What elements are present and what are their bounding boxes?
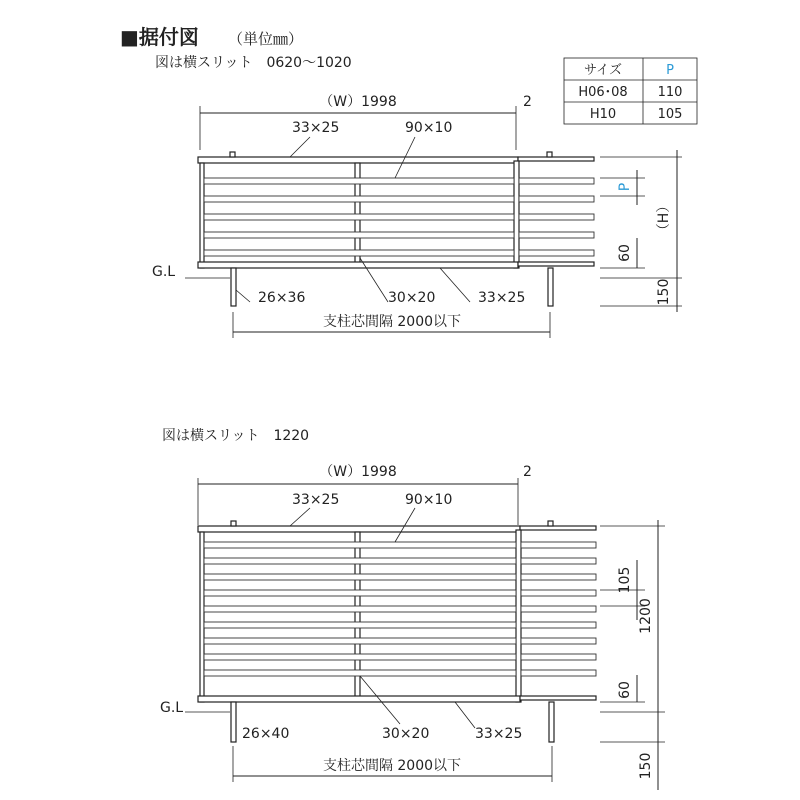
slat-size-label: 90×10 [405,492,453,508]
embed-post [549,702,554,742]
ground-line-label: G.L [152,264,176,280]
table-cell-p: 105 [657,107,683,122]
top-rail [198,157,518,163]
slats [204,178,594,256]
embed-post [231,702,236,742]
height-dimension: （H） [656,198,672,238]
side-rail-size-label: 33×25 [478,290,526,306]
post-right [516,530,521,702]
fence-diagram-high [160,427,665,790]
mid-post-size-label: 30×20 [382,726,430,742]
embed-depth-dimension: 150 [638,752,654,780]
post-size-label: 26×36 [258,290,306,306]
spec-table [564,58,697,124]
pitch-dimension: 105 [617,566,633,594]
table-header-size: サイズ [584,63,622,78]
slat-size-label: 90×10 [405,120,453,136]
embed-depth-dimension: 150 [656,278,672,306]
diagram-caption: 図は横スリット 1220 [162,428,310,444]
rail-size-label: 33×25 [292,120,340,136]
post-left [200,532,204,702]
page-title: ■据付図 [120,25,199,49]
span-dimension: 支柱芯間隔 2000以下 [322,314,462,330]
width-dimension: （W）1998 [319,464,397,480]
slats [204,542,596,676]
span-dimension: 支柱芯間隔 2000以下 [322,758,462,774]
table-cell-size: H10 [589,107,617,122]
unit-note: （単位㎜） [228,30,304,48]
rail-size-label: 33×25 [292,492,340,508]
post-size-label: 26×40 [242,726,290,742]
height-dimension: 1200 [638,598,654,634]
post-right [514,161,519,268]
bottom-gap-dimension: 60 [617,681,633,699]
top-rail [198,526,520,532]
side-rail-size-label: 33×25 [475,726,523,742]
bottom-rail [198,262,518,268]
gap-dimension: 2 [523,464,532,480]
bottom-rail [198,696,520,702]
table-cell-size: H06･08 [578,85,628,100]
diagram-caption: 図は横スリット 0620～1020 [155,55,352,71]
embed-post [548,268,553,306]
gap-dimension: 2 [523,94,532,110]
post-left [200,163,204,268]
ground-line-label: G.L [160,700,184,716]
table-header-p: P [666,63,674,78]
bottom-gap-dimension: 60 [617,244,633,262]
table-cell-p: 110 [657,85,683,100]
embed-post [231,268,236,306]
pitch-label: P [617,182,633,192]
mid-post-size-label: 30×20 [388,290,436,306]
width-dimension: （W）1998 [319,94,397,110]
